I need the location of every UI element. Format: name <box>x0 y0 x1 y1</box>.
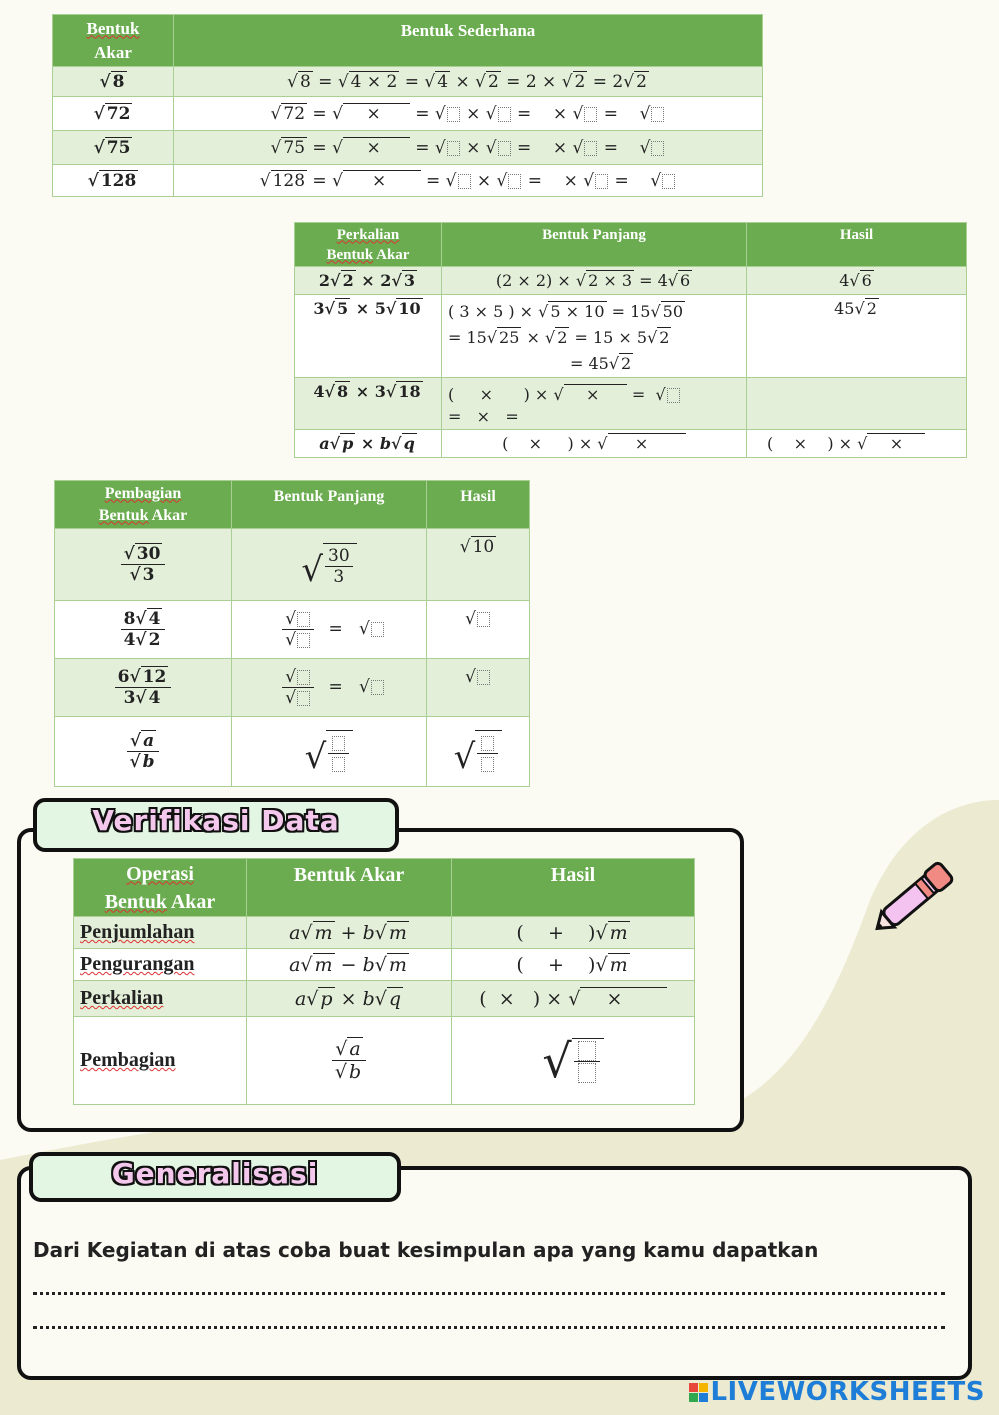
op-perkalian: Perkalian <box>74 981 247 1017</box>
table-row <box>53 165 763 197</box>
table-row <box>295 267 967 295</box>
panjang-2: ( 3 × 5 ) × √ 5 × 10 = 15√ 50 = 15√ 25 × √ 2 = 15 × 5√ 2 = 45√ 2 <box>442 295 747 378</box>
pembagian-soal-1: $\frac{√ 30}{√ 3}$ <box>55 529 232 601</box>
header-bentuk-akar: Bentuk Akar <box>53 15 174 67</box>
bentuk-penjumlahan: a√ m + b√ m <box>247 917 452 949</box>
header-pembagian: Pembagian Bentuk Akar <box>55 481 232 529</box>
pembagian-panjang-4[interactable]: √ <box>232 717 427 787</box>
table-perkalian <box>294 222 967 458</box>
hasil-perkalian[interactable]: ( × ) × √ × <box>452 981 695 1017</box>
soal-1: 2√ 2 × 2√ 3 <box>295 267 442 295</box>
verifikasi-title: Verifikasi Data <box>33 798 399 852</box>
header-bentuk-akar-2: Bentuk Akar <box>247 859 452 917</box>
table-row <box>55 659 530 717</box>
hasil-pembagian[interactable]: √ <box>452 1017 695 1105</box>
header-hasil: Hasil <box>747 223 967 267</box>
table-row <box>74 917 695 949</box>
simplify-128[interactable]: √ 128 = √ × = √ × √ = × √ = √ <box>174 165 763 197</box>
pen-icon <box>865 845 969 945</box>
hasil-pengurangan[interactable]: ( + )√ m <box>452 949 695 981</box>
op-pengurangan: Pengurangan <box>74 949 247 981</box>
hasil-2: 45√ 2 <box>747 295 967 378</box>
root-72: √ 72 <box>53 97 174 131</box>
pembagian-hasil-1: √ 10 <box>427 529 530 601</box>
pembagian-panjang-1: √ $\frac{30}{3}$ <box>232 529 427 601</box>
bentuk-pembagian: $\frac{√ a}{√ b}$ <box>247 1017 452 1105</box>
table-row <box>295 430 967 458</box>
table-verifikasi <box>73 858 695 1105</box>
hasil-penjumlahan[interactable]: ( + )√ m <box>452 917 695 949</box>
table-row <box>53 97 763 131</box>
answer-line-1[interactable] <box>33 1292 945 1295</box>
header-operasi: Operasi Bentuk Akar <box>74 859 247 917</box>
table-row <box>55 717 530 787</box>
hasil-4[interactable]: ( × ) × √ × <box>747 430 967 458</box>
header-perkalian: Perkalian Bentuk Akar <box>295 223 442 267</box>
pembagian-soal-4: $\frac{√ a}{√ b}$ <box>55 717 232 787</box>
answer-line-2[interactable] <box>33 1326 945 1329</box>
header-hasil-2: Hasil <box>427 481 530 529</box>
root-8: √ 8 <box>53 67 174 97</box>
hasil-3[interactable] <box>747 378 967 430</box>
header-bentuk-panjang-2: Bentuk Panjang <box>232 481 427 529</box>
soal-3: 4√ 8 × 3√ 18 <box>295 378 442 430</box>
soal-4: a√ p × b√ q <box>295 430 442 458</box>
root-75: √ 75 <box>53 131 174 165</box>
table-row <box>55 529 530 601</box>
panjang-1: (2 × 2) × √ 2 × 3 = 4√ 6 <box>442 267 747 295</box>
simplify-75[interactable]: √ 75 = √ × = √ × √ = × √ = √ <box>174 131 763 165</box>
soal-2: 3√ 5 × 5√ 10 <box>295 295 442 378</box>
table-row <box>53 67 763 97</box>
brand-grid-icon <box>689 1383 708 1402</box>
simplify-72[interactable]: √ 72 = √ × = √ × √ = × √ = √ <box>174 97 763 131</box>
simplify-8: √ 8 = √ 4 × 2 = √ 4 × √ 2 = 2 × √ 2 = 2√ 2 <box>174 67 763 97</box>
table-row <box>74 949 695 981</box>
table-row <box>53 131 763 165</box>
root-128: √ 128 <box>53 165 174 197</box>
pembagian-hasil-4[interactable]: √ <box>427 717 530 787</box>
op-penjumlahan: Penjumlahan <box>74 917 247 949</box>
pembagian-soal-2: $\frac{8√ 4}{4√ 2}$ <box>55 601 232 659</box>
header-hasil-3: Hasil <box>452 859 695 917</box>
table-bentuk-sederhana <box>52 14 763 197</box>
op-pembagian: Pembagian <box>74 1017 247 1105</box>
pembagian-panjang-2[interactable]: $\frac{√}{√}$ = √ <box>232 601 427 659</box>
bentuk-pengurangan: a√ m − b√ m <box>247 949 452 981</box>
pembagian-panjang-3[interactable]: $\frac{√}{√}$ = √ <box>232 659 427 717</box>
generalisasi-prompt: Dari Kegiatan di atas coba buat kesimpulan apa yang kamu dapatkan <box>33 1238 819 1262</box>
pembagian-soal-3: $\frac{6√ 12}{3√ 4}$ <box>55 659 232 717</box>
table-row <box>74 981 695 1017</box>
hasil-1: 4√ 6 <box>747 267 967 295</box>
bentuk-perkalian: a√ p × b√ q <box>247 981 452 1017</box>
header-bentuk-panjang: Bentuk Panjang <box>442 223 747 267</box>
panjang-3[interactable]: ( × ) × √ × = √ = × = <box>442 378 747 430</box>
table-pembagian <box>54 480 530 787</box>
generalisasi-title: Generalisasi <box>29 1152 401 1202</box>
header-bentuk-sederhana: Bentuk Sederhana <box>174 15 763 67</box>
table-row <box>295 378 967 430</box>
pembagian-hasil-2[interactable]: √ <box>427 601 530 659</box>
table-row <box>74 1017 695 1105</box>
pembagian-hasil-3[interactable]: √ <box>427 659 530 717</box>
table-row <box>295 295 967 378</box>
panjang-4[interactable]: ( × ) × √ × <box>442 430 747 458</box>
liveworksheets-logo: LIVEWORKSHEETS <box>689 1377 985 1407</box>
table-row <box>55 601 530 659</box>
